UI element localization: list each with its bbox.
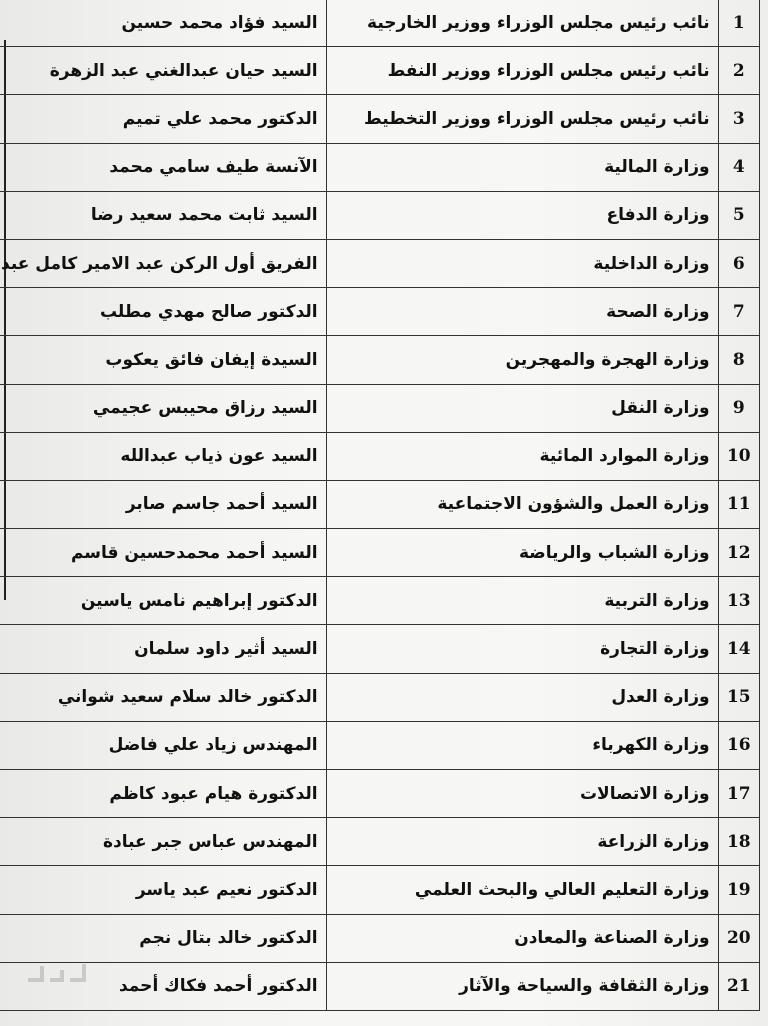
minister-name-cell: السيد رزاق محيبس عجيمي <box>0 384 326 432</box>
table-row <box>0 191 760 239</box>
row-number: 12 <box>718 529 759 577</box>
table-row <box>0 818 760 866</box>
row-number: 17 <box>718 770 759 818</box>
ministry-cell: وزارة الهجرة والمهجرين <box>326 336 718 384</box>
ministry-cell: وزارة الموارد المائية <box>326 432 718 480</box>
ministry-cell: وزارة الزراعة <box>326 818 718 866</box>
table-row <box>0 721 760 769</box>
row-number: 15 <box>718 673 759 721</box>
ministry-cell: وزارة الكهرباء <box>326 721 718 769</box>
ministry-cell: وزارة التعليم العالي والبحث العلمي <box>326 866 718 914</box>
ministry-cell: وزارة التجارة <box>326 625 718 673</box>
minister-name-cell: الدكتور صالح مهدي مطلب <box>0 288 326 336</box>
row-number: 10 <box>718 432 759 480</box>
minister-name-cell: الآنسة طيف سامي محمد <box>0 143 326 191</box>
minister-name-cell: السيد فؤاد محمد حسين <box>0 0 326 47</box>
ministry-cell: نائب رئيس مجلس الوزراء ووزير النفط <box>326 47 718 95</box>
table-row <box>0 143 760 191</box>
table-row <box>0 432 760 480</box>
row-number: 20 <box>718 914 759 962</box>
row-number: 6 <box>718 239 759 287</box>
row-number: 3 <box>718 95 759 143</box>
row-number: 19 <box>718 866 759 914</box>
minister-name-cell: السيدة إيفان فائق يعكوب <box>0 336 326 384</box>
table-row <box>0 95 760 143</box>
ministry-cell: وزارة الصحة <box>326 288 718 336</box>
minister-name-cell: المهندس عباس جبر عبادة <box>0 818 326 866</box>
minister-name-cell: الدكتور أحمد فكاك أحمد <box>0 962 326 1010</box>
ministry-cell: وزارة العدل <box>326 673 718 721</box>
row-number: 16 <box>718 721 759 769</box>
ministry-cell: نائب رئيس مجلس الوزراء ووزير التخطيط <box>326 95 718 143</box>
minister-name-cell: الدكتور إبراهيم نامس ياسين <box>0 577 326 625</box>
table-row <box>0 962 760 1010</box>
row-number: 13 <box>718 577 759 625</box>
minister-name-cell: السيد حيان عبدالغني عبد الزهرة <box>0 47 326 95</box>
minister-name-cell: الفريق أول الركن عبد الامير كامل عبد <box>0 239 326 287</box>
ministry-cell: وزارة الصناعة والمعادن <box>326 914 718 962</box>
table-row <box>0 577 760 625</box>
row-number: 18 <box>718 818 759 866</box>
ministry-cell: وزارة الدفاع <box>326 191 718 239</box>
minister-name-cell: السيد أحمد جاسم صابر <box>0 480 326 528</box>
minister-name-cell: السيد أثير داود سلمان <box>0 625 326 673</box>
row-number: 21 <box>718 962 759 1010</box>
row-number: 5 <box>718 191 759 239</box>
table-row <box>0 239 760 287</box>
ministry-cell: وزارة الاتصالات <box>326 770 718 818</box>
row-number: 14 <box>718 625 759 673</box>
table-row <box>0 625 760 673</box>
table-row <box>0 384 760 432</box>
row-number: 4 <box>718 143 759 191</box>
table-row <box>0 0 760 47</box>
minister-name-cell: الدكتور خالد بتال نجم <box>0 914 326 962</box>
row-number: 9 <box>718 384 759 432</box>
table-row <box>0 47 760 95</box>
ministry-cell: وزارة الشباب والرياضة <box>326 529 718 577</box>
minister-name-cell: المهندس زياد علي فاضل <box>0 721 326 769</box>
minister-name-cell: السيد ثابت محمد سعيد رضا <box>0 191 326 239</box>
table-row <box>0 288 760 336</box>
table-row <box>0 866 760 914</box>
row-number: 7 <box>718 288 759 336</box>
minister-name-cell: الدكتور نعيم عبد ياسر <box>0 866 326 914</box>
watermark-icon <box>22 958 92 986</box>
ministry-cell: وزارة العمل والشؤون الاجتماعية <box>326 480 718 528</box>
watermark-logo <box>22 958 102 998</box>
table-row <box>0 673 760 721</box>
row-number: 2 <box>718 47 759 95</box>
ministry-cell: وزارة الداخلية <box>326 239 718 287</box>
table-row <box>0 770 760 818</box>
table-row <box>0 529 760 577</box>
minister-name-cell: السيد أحمد محمدحسين قاسم <box>0 529 326 577</box>
row-number: 11 <box>718 480 759 528</box>
ministry-cell: نائب رئيس مجلس الوزراء ووزير الخارجية <box>326 0 718 47</box>
table-row <box>0 480 760 528</box>
table-row <box>0 336 760 384</box>
minister-name-cell: الدكتور خالد سلام سعيد شواني <box>0 673 326 721</box>
table-row <box>0 914 760 962</box>
ministry-cell: وزارة الثقافة والسياحة والآثار <box>326 962 718 1010</box>
minister-name-cell: الدكتور محمد علي تميم <box>0 95 326 143</box>
minister-name-cell: الدكتورة هيام عبود كاظم <box>0 770 326 818</box>
row-number: 8 <box>718 336 759 384</box>
row-number: 1 <box>718 0 759 47</box>
minister-name-cell: السيد عون ذياب عبدالله <box>0 432 326 480</box>
ministry-cell: وزارة التربية <box>326 577 718 625</box>
ministry-cell: وزارة المالية <box>326 143 718 191</box>
ministry-cell: وزارة النقل <box>326 384 718 432</box>
